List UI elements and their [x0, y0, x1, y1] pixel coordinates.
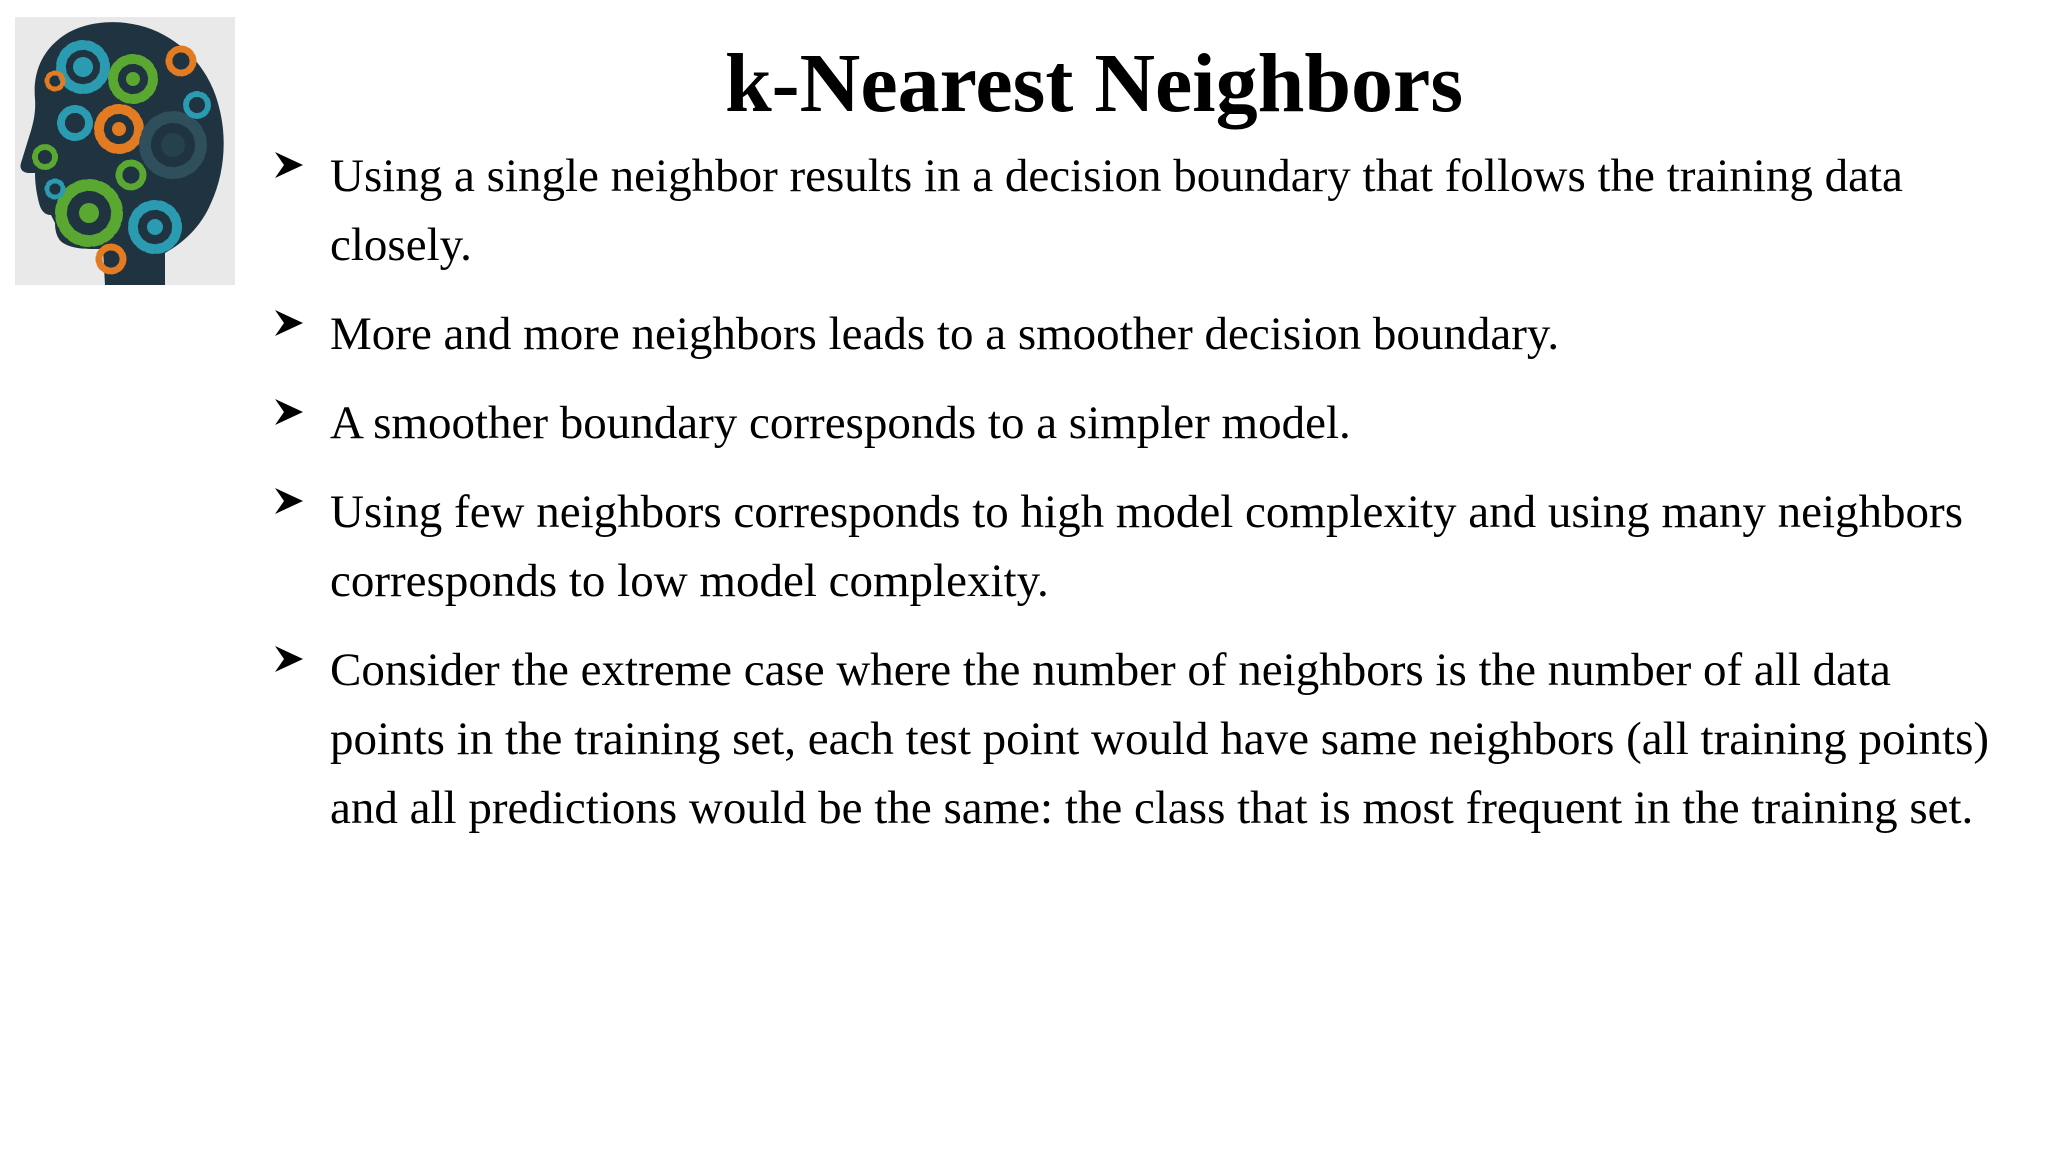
- bullet-list: [272, 142, 1992, 863]
- bullet-text: More and more neighbors leads to a smoother decision boundary.: [330, 308, 1560, 360]
- arrow-bullet-icon: [272, 142, 330, 182]
- slide-title: k-Nearest Neighbors: [724, 37, 1464, 130]
- bullet-text: Using a single neighbor results in a decision boundary that follows the training data closely.: [330, 150, 1903, 271]
- arrow-bullet-icon: [272, 478, 330, 518]
- arrow-bullet-icon: [272, 636, 330, 676]
- arrow-bullet-icon: [272, 300, 330, 340]
- bullet-item: [272, 142, 1992, 280]
- bullet-text: A smoother boundary corresponds to a simpler model.: [330, 397, 1351, 449]
- bullet-text: Using few neighbors corresponds to high model complexity and using many neighbors corresponds to low model complexity.: [330, 486, 1963, 607]
- bullet-item: [272, 389, 1992, 458]
- bullet-item: [272, 300, 1992, 369]
- arrow-bullet-icon: [272, 389, 330, 429]
- bullet-item: [272, 636, 1992, 843]
- bullet-item: [272, 478, 1992, 616]
- bullet-text: Consider the extreme case where the number of neighbors is the number of all data points in the training set, each test point would have same neighbors (all training points) and all predictions would be the same: the class that is most frequent in the training set.: [330, 644, 1990, 834]
